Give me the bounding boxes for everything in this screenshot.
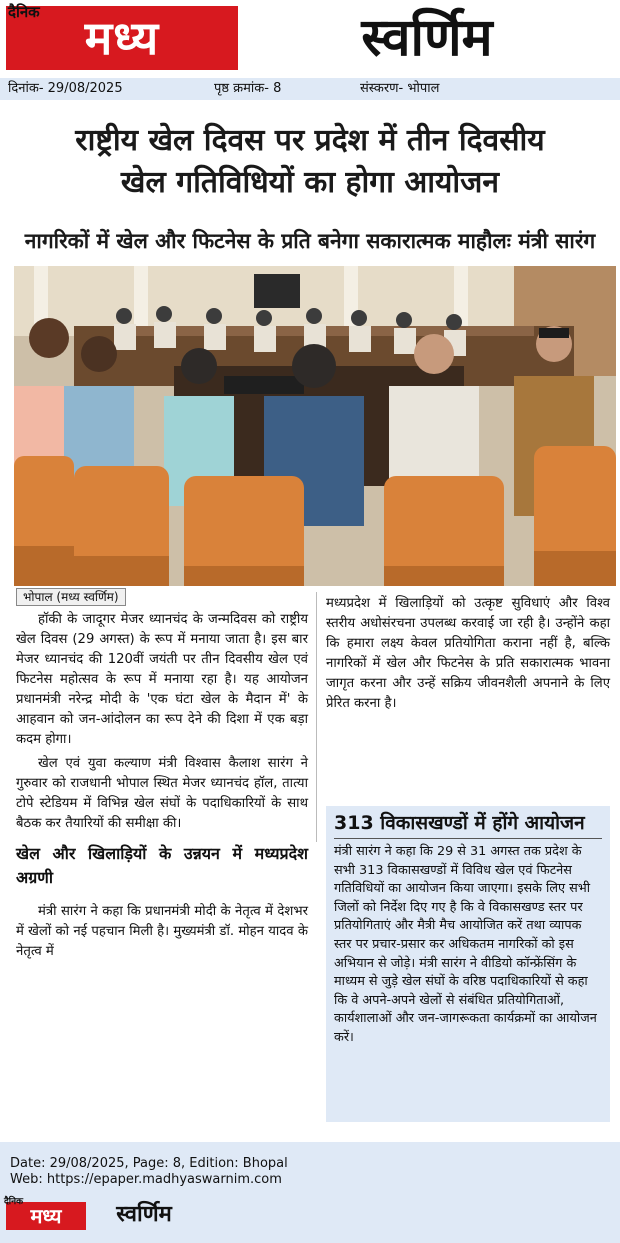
- page-footer: [0, 1142, 620, 1243]
- column-divider: [316, 592, 317, 842]
- footer-logo-swarnim: स्वर्णिम: [116, 1202, 172, 1227]
- meeting-photo-illustration: [14, 266, 616, 586]
- masthead-madhya: मध्य: [6, 6, 238, 70]
- headline-line-1: राष्ट्रीय खेल दिवस पर प्रदेश में तीन दिवसीय: [75, 123, 545, 158]
- footer-web-link[interactable]: Web: https://epaper.madhyaswarnim.com: [10, 1172, 282, 1187]
- masthead-dainik: दैनिक: [8, 3, 40, 21]
- highlight-box: [326, 806, 610, 1122]
- article-paragraph-2: खेल एवं युवा कल्याण मंत्री विश्वास कैलाश सारंग ने गुरुवार को राजधानी भोपाल स्थित मेजर ध्यानचंद हॉल, तात्या टोपे स्टेडियम में विभिन्न खेल संघों के पदाधिकारियों के साथ बैठक कर तैयारियों की समीक्षा की।: [16, 756, 308, 831]
- highlight-box-rule: [334, 838, 602, 839]
- highlight-box-heading: 313 विकासखण्डों में होंगे आयोजन: [334, 812, 585, 834]
- article-subheadline: नागरिकों में खेल और फिटनेस के प्रति बनेगा सकारात्मक माहौलः मंत्री सारंग: [24, 229, 596, 253]
- article-paragraph-1: हॉकी के जादूगर मेजर ध्यानचंद के जन्मदिवस को राष्ट्रीय खेल दिवस (29 अगस्त) के रूप में मनाया जाता है। इस बार मेजर ध्यानचंद की 120वीं जयंती पर तीन दिवसीय खेल एवं फिटनेस महोत्सव के रूप में मनाया रहा है। यह आयोजन प्रधानमंत्री नरेन्द्र मोदी के 'एक घंटा खेल के मैदान में' के आहवान को जन-आंदोलन का रूप देने की दिशा में एक बड़ा कदम होगा।: [16, 612, 308, 747]
- footer-logo-dainik: दैनिक: [4, 1197, 24, 1207]
- article-column-right: [326, 594, 610, 714]
- meeting-photo: [14, 266, 616, 586]
- masthead-swarnim: स्वर्णिम: [361, 8, 493, 68]
- issue-date: दिनांक- 29/08/2025: [8, 81, 123, 96]
- article-dateline: भोपाल (मध्य स्वर्णिम): [16, 588, 126, 606]
- section-heading-1: खेल और खिलाड़ियों के उन्नयन में मध्यप्रदेश अग्रणी: [16, 844, 308, 887]
- footer-logo-madhya: मध्य: [6, 1202, 86, 1230]
- edition-name: संस्करण- भोपाल: [360, 81, 440, 96]
- article-paragraph-3: मंत्री सारंग ने कहा कि प्रधानमंत्री मोदी के नेतृत्व में देशभर में खेलों को नई पहचान मिली है। मुख्यमंत्री डॉ. मोहन यादव के नेतृत्व में: [16, 904, 308, 959]
- footer-edition-line: Date: 29/08/2025, Page: 8, Edition: Bhopal: [10, 1156, 288, 1171]
- headline-line-2: खेल गतिविधियों का होगा आयोजन: [120, 165, 500, 200]
- article-paragraph-4: मध्यप्रदेश में खिलाड़ियों को उत्कृष्ट सुविधाएं और विश्व स्तरीय अधोसंरचना उपलब्ध करवाई जा रही है। उन्होंने कहा कि हमारा लक्ष्य केवल प्रतियोगिता कराना नहीं है, बल्कि नागरिकों में खेल और फिटनेस के प्रति सकारात्मक भावना जागृत करना और उन्हें सक्रिय जीवनशैली अपनाने के लिए प्रेरित करना है।: [326, 596, 610, 711]
- highlight-box-text: मंत्री सारंग ने कहा कि 29 से 31 अगस्त तक प्रदेश के सभी 313 विकासखण्डों में विविध खेल एवं फिटनेस गतिविधियों का आयोजन किया जाएगा। इसके लिए सभी जिलों को निर्देश दिए गए है कि वे विकासखण्ड स्तर पर प्रतियोगिताएं और मैत्री मैच आयोजित करें तथा व्यापक स्तर पर प्रचार-प्रसार कर अधिकतम नागरिकों को इस अभियान से जोड़े। मंत्री सारंग ने वीडियो कॉन्फ्रेंसिंग के माध्यम से जुड़े खेल संघों के वरिष्ठ पदाधिकारियों से कहा कि वे अपने-अपने खेलों से संबंधित प्रतियोगिताओं, कार्यशालाओं और जन-जागरूकता कार्यक्रमों का आयोजन करें।: [334, 844, 597, 1045]
- article-column-left: [16, 588, 308, 966]
- masthead: [0, 0, 620, 78]
- edition-info-bar: [0, 78, 620, 100]
- article-headline: [10, 120, 610, 204]
- page-number: पृष्ठ क्रमांक- 8: [214, 81, 282, 96]
